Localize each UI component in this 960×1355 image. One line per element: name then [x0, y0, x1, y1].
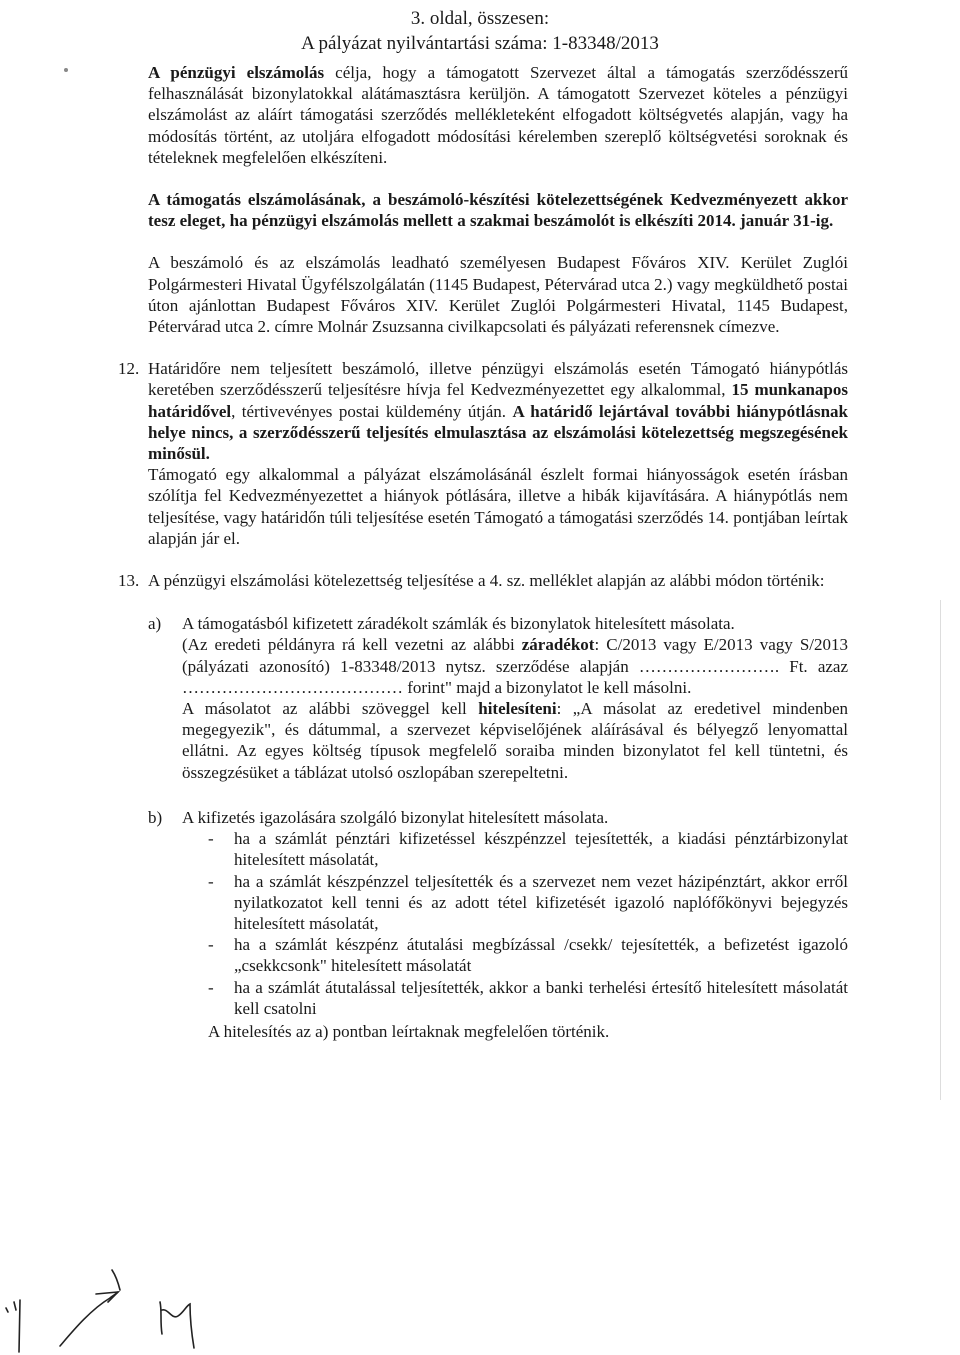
list-item [208, 828, 848, 870]
handwritten-initials [0, 1250, 260, 1355]
bold-phrase: A határidő lejártával további hiánypótlásnak helye nincs, a szerződésszerű teljesítés elmulasztása az elszámolási kötelezettség megszegésének minősül. [148, 401, 848, 464]
document-body [118, 62, 848, 1042]
section-intro: A pénzügyi elszámolási kötelezettség teljesítése a 4. sz. melléklet alapján az alábbi módon történik: [148, 571, 825, 591]
bold-phrase: 15 munkanapos határidővel [148, 380, 848, 421]
text-fragment: : C/2013 vagy E/2013 vagy S/2013 (pályázati azonosító) 1-83348/2013 nytsz. szerződése alapján ……………………. Ft. azaz ………………………………… forint" majd a bizonylatot le kell másolni. [182, 635, 848, 697]
page-header [0, 6, 960, 56]
subsection-label: b) [148, 807, 163, 827]
section-text: , tértivevényes postai küldemény útján. [231, 401, 513, 421]
text-fragment: A másolatot az alábbi szöveggel kell [182, 699, 479, 719]
page-number-line: 3. oldal, összesen: [410, 8, 550, 29]
list-item [208, 934, 848, 976]
list-item [208, 977, 848, 1019]
text-fragment: : „A másolat az eredetivel mindenben megegyezik", és dátummal, a szervezet képviselőjének aláírásával és bélyegző lenyomattal ellátni. Az egyes költség típusok megfelelő soraiba minden bizonylatot fel kell tüntetni, és összegzésüket a táblázat utolsó oszlopában szerepeltetni. [182, 699, 848, 782]
list-item-text: ha a számlát átutalással teljesítették, akkor a banki terhelési értesítő hitelesített másolatát kell csatolni [234, 977, 848, 1018]
text-fragment: (Az eredeti példányra rá kell vezetni az alábbi [182, 635, 522, 655]
dash-marker: - [208, 829, 214, 849]
subsection-text [182, 698, 848, 783]
section-text: Határidőre nem teljesített beszámoló, illetve pénzügyi elszámolás esetén Támogató hiánypótlás keretében szerződésszerű teljesítésre hívja fel Kedvezményezettet egy alkalommal, [148, 359, 848, 400]
dash-marker: - [208, 871, 214, 891]
margin-mark [64, 68, 68, 72]
closing-sentence: A hitelesítés az a) pontban leírtaknak megfelelően történik. [208, 1021, 610, 1041]
paragraph-report-deadline: A támogatás elszámolásának, a beszámoló-készítési kötelezettségének Kedvezményezett akkor tesz eleget, ha pénzügyi elszámolás mellett a szakmai beszámolót is elkészíti 2014. január 31-ig. [148, 190, 848, 231]
subsection-label: a) [148, 614, 162, 634]
section-13 [118, 570, 848, 591]
paragraph-submission: A beszámoló és az elszámolás leadható személyesen Budapest Főváros XIV. Kerület Zuglói Polgármesteri Hivatal Ügyfélszolgálatán (1145 Budapest, Pétervárad utca 2.) vagy megküldhető postai úton ajánlottan Budapest Főváros XIV. Kerület Zuglói Polgármesteri Hivatal, 1145 Budapest, Pétervárad utca 2. címre Molnár Zsuzsanna civilkapcsolati és pályázati referensnek címezve. [148, 253, 848, 337]
section-number: 12. [118, 359, 140, 379]
registration-number-line: A pályázat nyilvántartási száma: 1-83348/2013 [301, 33, 659, 54]
section-number: 13. [118, 571, 140, 591]
subsection-text: A támogatásból kifizetett záradékolt számlák és bizonylatok hitelesített másolata. [182, 614, 735, 634]
paragraph-financial-settlement [148, 62, 848, 168]
subsection-text [182, 634, 848, 698]
bold-phrase: A pénzügyi elszámolás [148, 63, 325, 82]
dash-marker: - [208, 977, 214, 997]
list-item-text: ha a számlát pénztári kifizetéssel készpénzzel tejesítették, a kiadási pénztárbizonylat hitelesített másolatát, [234, 829, 848, 870]
bold-phrase: záradékot [521, 635, 595, 655]
bold-phrase: hitelesíteni [478, 699, 557, 719]
subsection-a [148, 613, 848, 783]
dash-marker: - [208, 935, 214, 955]
subsection-text: A kifizetés igazolására szolgáló bizonylat hitelesített másolata. [182, 807, 609, 827]
paragraph-text: célja, hogy a támogatott Szervezet által a támogatás szerződésszerű felhasználását bizonylatokkal alátámasztásra kerüljön. A támogatott Szervezet köteles a pénzügyi elszámolást az aláírt támogatási szerződés mellékleteként elfogadott költségvetés alapján, vagy ha módosítás történt, az utoljára elfogadott módosítási kérelemben szereplő költségvetési soroknak és tételeknek megfelelően elkészíteni. [148, 63, 848, 167]
section-12 [118, 358, 848, 549]
subsection-b [148, 807, 848, 828]
list-item-text: ha a számlát készpénzzel teljesítették és a szervezet nem vezet házipénztárt, akkor erről nyilatkozatot kell tenni és az adott tétel kifizetését igazoló naplófőkönyvi bejegyzés hitelesített másolatát, [234, 871, 848, 933]
section-text: Támogató egy alkalommal a pályázat elszámolásánál észlelt formai hiányosságok esetén írásban szólítja fel Kedvezményezettet a hiányok pótlására, illetve a hibák kijavítására. A hiánypótlás nem teljesítése, vagy határidőn túli teljesítése esetén Támogató a támogatási szerződés 14. pontjában leírtak alapján jár el. [148, 465, 848, 548]
margin-mark [940, 600, 941, 1100]
list-item-text: ha a számlát készpénz átutalási megbízással /csekk/ tejesítették, a befizetést igazoló „csekkcsonk" hitelesített másolatát [234, 935, 848, 976]
list-item [208, 871, 848, 935]
